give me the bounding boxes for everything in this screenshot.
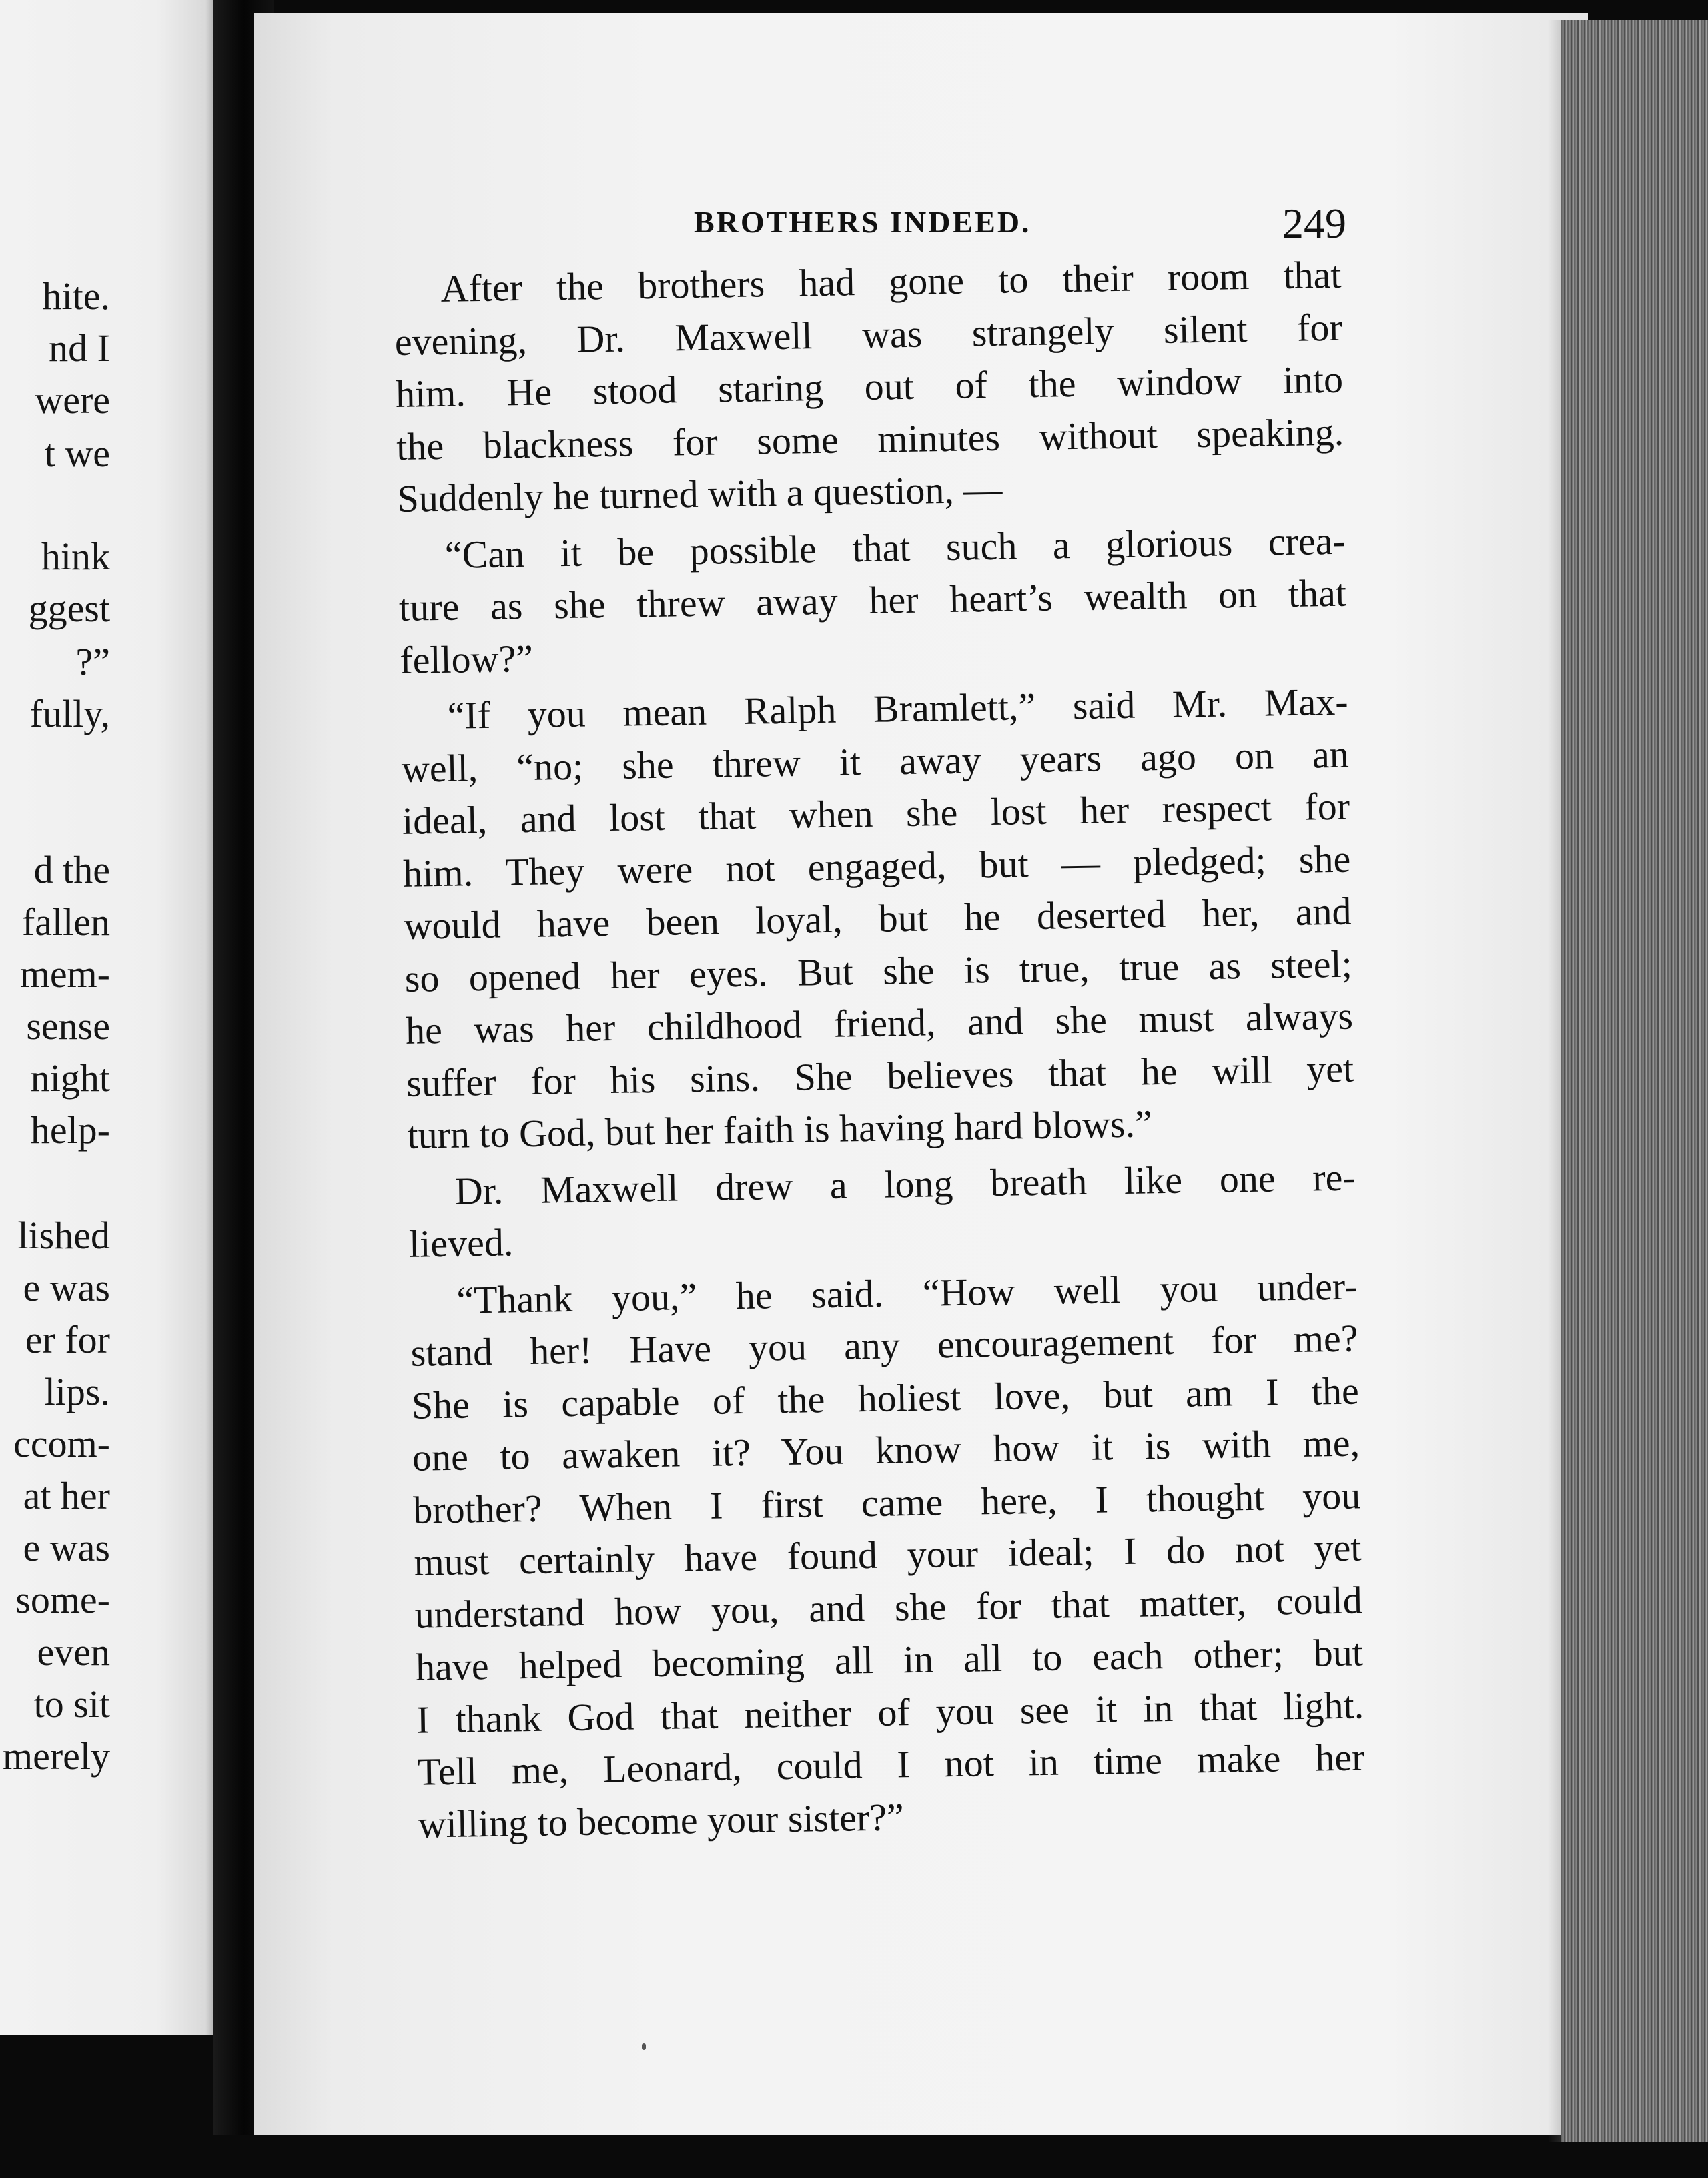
text-line: I thank God that neither of you see it in that light. [416, 1682, 1364, 1742]
left-page-line: lished [17, 1214, 110, 1257]
text-line: understand how you, and she for that matter, could [414, 1577, 1363, 1637]
left-page-line: some- [15, 1578, 110, 1621]
left-page-line: e was [23, 1266, 110, 1309]
page-body-text [394, 249, 1366, 1851]
text-line: the blackness for some minutes without speaking. [396, 410, 1344, 468]
paragraph [410, 1260, 1366, 1851]
text-line: ideal, and lost that when she lost her respect for [402, 784, 1350, 843]
text-line: “Thank you,” he said. “How well you under- [456, 1264, 1358, 1322]
left-page-line: lips. [44, 1370, 110, 1413]
left-page-line: at her [23, 1474, 110, 1517]
left-page-line: nd I [49, 326, 110, 370]
text-line: ture as she threw away her heart’s wealth on that [398, 571, 1347, 629]
text-line: lieved. [408, 1220, 514, 1266]
left-page-line: ccom- [13, 1422, 110, 1465]
left-page-line: hite. [42, 274, 110, 318]
page-number: 249 [1282, 200, 1346, 247]
text-line: “Can it be possible that such a glorious crea- [444, 518, 1346, 577]
text-line: stand her! Have you any encouragement for me? [410, 1316, 1358, 1375]
left-page-line: fallen [21, 900, 110, 944]
paragraph [398, 514, 1348, 687]
left-page-text-fragments [0, 0, 110, 2035]
text-line: Suddenly he turned with a question, — [397, 467, 1003, 520]
text-line: him. They were not engaged, but — pledged; she [402, 837, 1351, 895]
paragraph [400, 676, 1355, 1162]
text-line: She is capable of the holiest love, but am I the [411, 1368, 1360, 1427]
book-fore-edge [1561, 20, 1708, 2142]
left-page-line: sense [26, 1004, 110, 1048]
left-page-line: were [35, 378, 110, 422]
left-page-line: ggest [28, 587, 110, 630]
text-line: must certainly have found your ideal; I do not yet [414, 1525, 1362, 1584]
print-speck [642, 2043, 646, 2050]
text-line: well, “no; she threw it away years ago on an [401, 732, 1350, 791]
left-page-line: t we [44, 432, 110, 475]
left-page-line: night [30, 1056, 110, 1100]
text-line: would have been loyal, but he deserted her, and [404, 889, 1352, 948]
text-line: so opened her eyes. But she is true, true as steel; [404, 942, 1353, 1000]
text-line: Dr. Maxwell drew a long breath like one re- [454, 1155, 1356, 1213]
text-line: brother? When I first came here, I thought you [412, 1473, 1361, 1532]
text-line: Tell me, Leonard, could I not in time make her [416, 1735, 1365, 1794]
left-page-line: to sit [33, 1682, 110, 1726]
text-line: evening, Dr. Maxwell was strangely silent for [394, 305, 1343, 364]
text-line: have helped becoming all in all to each other; but [415, 1630, 1364, 1689]
text-line: one to awaken it? You know how it is with me, [412, 1421, 1360, 1479]
text-line: he was her childhood friend, and she must always [405, 994, 1354, 1052]
left-page-line: even [37, 1630, 110, 1674]
running-head: BROTHERS INDEED. [694, 205, 1031, 239]
left-page-line: er for [25, 1318, 110, 1361]
text-line: “If you mean Ralph Bramlett,” said Mr. Max- [447, 679, 1348, 737]
paragraph [408, 1151, 1356, 1270]
text-line: turn to God, but her faith is having hard blows.” [407, 1102, 1153, 1157]
left-page-line: help- [30, 1108, 110, 1152]
text-line: willing to become your sister?” [418, 1794, 905, 1846]
left-page-line: hink [41, 534, 110, 578]
text-line: suffer for his sins. She believes that he will yet [406, 1046, 1354, 1105]
paragraph [394, 249, 1345, 526]
left-facing-page [0, 0, 224, 2035]
text-line: fellow?” [399, 636, 534, 682]
left-page-line: merely [2, 1734, 110, 1778]
text-line: After the brothers had gone to their room that [440, 252, 1342, 310]
text-line: him. He stood staring out of the window into [395, 357, 1344, 416]
left-page-line: d the [33, 848, 110, 891]
left-page-line: e was [23, 1526, 110, 1569]
left-page-line: mem- [19, 952, 110, 996]
left-page-line: fully, [29, 692, 110, 735]
left-page-line: ?” [75, 640, 110, 683]
